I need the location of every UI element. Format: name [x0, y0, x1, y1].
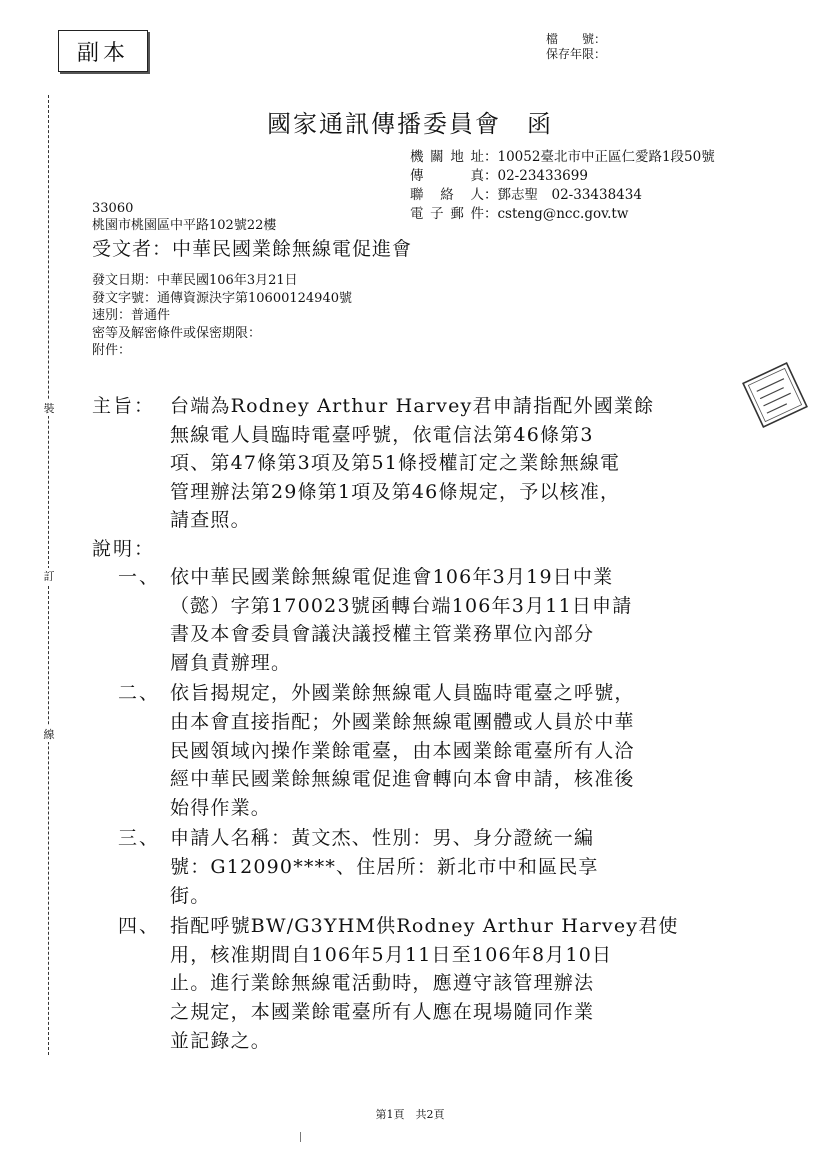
recipient-address: [92, 200, 276, 234]
explanation-item: 四、 指配呼號BW/G3YHM供Rodney Arthur Harvey君使 用，核准期間自106年5月11日至106年8月10日 止。進行業餘無線電活動時，應遵守該管理辦法 之規定，本國業餘電臺所有人應在現場隨同作業 並記錄之。: [118, 915, 679, 1052]
contact-person: 聯 絡 人：鄧志聖 02-33438434: [410, 187, 642, 203]
file-number-label: 檔 號：: [546, 32, 607, 46]
contact-email: 電子郵件：csteng@ncc.gov.tw: [410, 206, 629, 222]
document-meta: [92, 272, 352, 360]
issue-date: 發文日期：中華民國106年3月21日: [92, 273, 298, 288]
document-title: 國家通訊傳播委員會 函: [267, 110, 553, 138]
receiver: 受文者：中華民國業餘無線電促進會: [92, 238, 413, 260]
explanation-item: 二、 依旨揭規定，外國業餘無線電人員臨時電臺之呼號， 由本會直接指配；外國業餘無線電團體或人員於中華 民國領域內操作業餘電臺，由本國業餘電臺所有人洽 經中華民國業餘無線電促進會轉向本會申請，核准後 始得作業。: [118, 682, 635, 819]
explanation-item: 一、 依中華民國業餘無線電促進會106年3月19日中業 （懿）字第170023號函轉台端106年3月11日申請 書及本會委員會議決議授權主管業務單位內部分 層負責辦理。: [118, 566, 633, 674]
contact-block: [410, 148, 715, 224]
explanation-item: 三、 申請人名稱：黃文杰、性別：男、身分證統一編 號：G12090****、住居所：新北市中和區民享 街。: [118, 827, 599, 907]
binding-mark-xian: 線: [43, 728, 55, 741]
attachment: 附件：: [92, 343, 132, 358]
document-number: 發文字號：通傳資源決字第10600124940號: [92, 290, 352, 306]
copy-stamp: 副本: [58, 30, 148, 72]
page-number: 第1頁 共2頁: [375, 1108, 445, 1121]
archive-info: [546, 32, 606, 62]
secrecy-level: 密等及解密條件或保密期限：: [92, 325, 262, 341]
street-address: 桃園市桃園區中平路102號22樓: [92, 218, 277, 233]
retention-period-label: 保存年限：: [546, 47, 607, 61]
delivery-speed: 速別：普通件: [92, 308, 171, 323]
explanation-label: 說明：: [92, 538, 156, 560]
subject-label: 主旨：: [92, 395, 156, 417]
contact-fax: 傳 真：02-23433699: [410, 168, 588, 184]
official-seal-icon: [739, 359, 811, 431]
subject-section: [92, 392, 732, 535]
explanation-items: [118, 563, 718, 1057]
binding-mark-ding: 訂: [43, 570, 55, 583]
contact-address: 機關地址：10052臺北市中正區仁愛路1段50號: [410, 149, 715, 165]
subject-text: 台端為Rodney Arthur Harvey君申請指配外國業餘 無線電人員臨時電臺呼號，依電信法第46條第3 項、第47條第3項及第51條授權訂定之業餘無線電 管理辦法第29條第1項及第46條規定，予以核准， 請查照。: [170, 395, 655, 532]
binding-mark-zhuang: 裝: [43, 402, 55, 415]
fold-mark: [300, 1132, 301, 1142]
postal-code: 33060: [92, 201, 134, 216]
